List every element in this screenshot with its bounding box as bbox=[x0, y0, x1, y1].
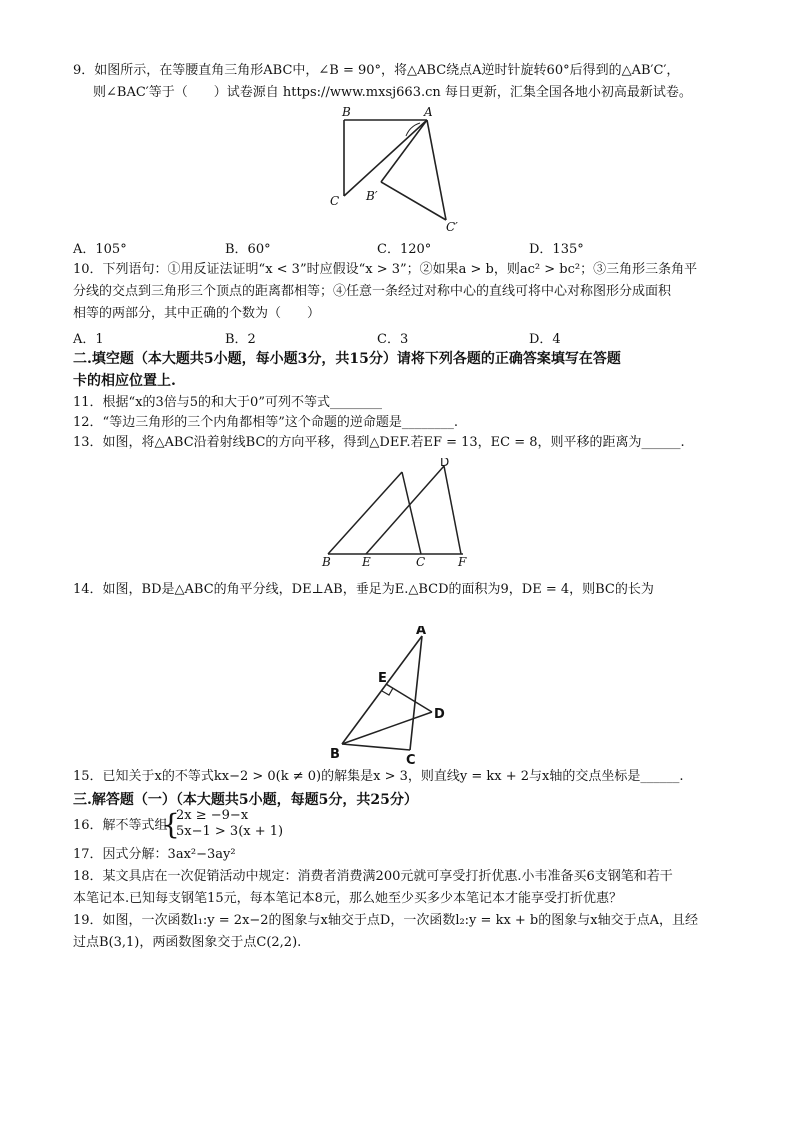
q10-text-line1: 10．下列语句：①用反证法证明“x < 3”时应假设“x > 3”；②如果a > b，则ac² > bc²；③三角形三条角平 bbox=[73, 262, 698, 277]
q14-label-D: D bbox=[434, 707, 445, 722]
q9-label-B: B bbox=[342, 105, 351, 119]
section2-heading-line1: 二.填空题（本大题共5小题，每小题3分，共15分）请将下列各题的正确答案填写在答题 bbox=[73, 351, 621, 367]
q9-label-B-prime: B′ bbox=[366, 189, 378, 203]
q14-text: 14．如图，BD是△ABC的角平分线，DE⊥AB，垂足为E.△BCD的面积为9，DE = 4，则BC的长为 bbox=[73, 582, 654, 597]
q9-options bbox=[73, 238, 713, 257]
q10-options bbox=[73, 328, 713, 347]
q9-option-c: C．120° bbox=[377, 242, 432, 257]
q9-text-line1: 9．如图所示，在等腰直角三角形ABC中，∠B = 90°，将△ABC绕点A逆时针旋转60°后得到的△AB′C′， bbox=[73, 63, 680, 78]
q9-label-A: A bbox=[424, 105, 433, 119]
q10-text-line2: 分线的交点到三角形三个顶点的距离都相等；④任意一条经过对称中心的直线可将中心对称图形分成面积 bbox=[73, 284, 672, 299]
q10-option-b: B．2 bbox=[225, 332, 256, 347]
section3-heading: 三.解答题（一）（本大题共5小题，每题5分，共25分） bbox=[73, 792, 418, 808]
q10-option-a: A．1 bbox=[73, 332, 104, 347]
q16-brace: { bbox=[162, 808, 180, 841]
q13-label-C: C bbox=[416, 555, 426, 569]
q13-figure bbox=[318, 458, 470, 570]
q16-equation-2: 5x−1 > 3(x + 1) bbox=[176, 824, 284, 839]
q14-label-C: C bbox=[406, 753, 416, 768]
q15-text: 15．已知关于x的不等式kx−2 > 0(k ≠ 0)的解集是x > 3，则直线y = kx + 2与x轴的交点坐标是______. bbox=[73, 769, 684, 784]
q13-label-D: D bbox=[440, 458, 450, 469]
q9-label-C: C bbox=[330, 194, 340, 208]
q9-label-C-prime: C′ bbox=[446, 220, 458, 234]
q14-label-E: E bbox=[378, 671, 387, 686]
q18-text-line2: 本笔记本.已知每支钢笔15元，每本笔记本8元，那么她至少买多少本笔记本才能享受打折优惠？ bbox=[73, 891, 622, 906]
q13-text: 13．如图，将△ABC沿着射线BC的方向平移，得到△DEF.若EF = 13，EC = 8，则平移的距离为______. bbox=[73, 435, 685, 450]
q9-option-d: D．135° bbox=[529, 242, 584, 257]
q18-text-line1: 18．某文具店在一次促销活动中规定：消费者消费满200元就可享受打折优惠.小韦准备买6支钢笔和若干 bbox=[73, 869, 673, 884]
q17-text: 17．因式分解：3ax²−3ay² bbox=[73, 847, 236, 862]
q9-option-b: B．60° bbox=[225, 242, 271, 257]
q14-figure bbox=[330, 626, 450, 768]
q19-text-line2: 过点B(3,1)，两函数图象交于点C(2,2). bbox=[73, 935, 302, 950]
q13-label-B: B bbox=[322, 555, 331, 569]
q16-prefix: 16．解不等式组 bbox=[73, 818, 168, 833]
q11-text: 11．根据“x的3倍与5的和大于0”可列不等式________ bbox=[73, 395, 382, 410]
q14-label-A: A bbox=[416, 626, 427, 638]
q9-figure bbox=[326, 104, 476, 236]
q9-text-line2: 则∠BAC′等于（ ）试卷源自 https://www.mxsj663.cn 每日更新，汇集全国各地小初高最新试卷。 bbox=[93, 85, 692, 100]
q14-label-B: B bbox=[330, 747, 340, 762]
q9-option-a: A．105° bbox=[73, 242, 127, 257]
section2-heading-line2: 卡的相应位置上. bbox=[73, 373, 176, 389]
q10-option-d: D．4 bbox=[529, 332, 561, 347]
q13-label-E: E bbox=[362, 555, 371, 569]
q16-equation-1: 2x ≥ −9−x bbox=[176, 808, 249, 823]
q13-label-F: F bbox=[458, 555, 467, 569]
q10-option-c: C．3 bbox=[377, 332, 409, 347]
q19-text-line1: 19．如图，一次函数l₁:y = 2x−2的图象与x轴交于点D，一次函数l₂:y = kx + b的图象与x轴交于点A，且经 bbox=[73, 913, 698, 928]
q12-text: 12．“等边三角形的三个内角都相等”这个命题的逆命题是________. bbox=[73, 415, 458, 430]
q10-text-line3: 相等的两部分，其中正确的个数为（ ） bbox=[73, 306, 321, 321]
